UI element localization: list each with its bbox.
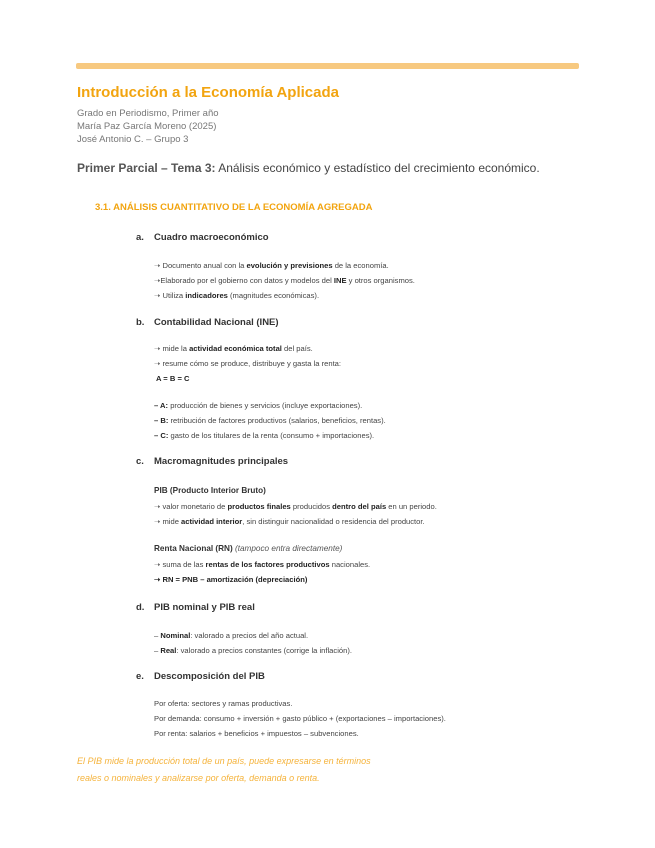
line-b-b: – B: retribución de factores productivos (salarios, beneficios, rentas). bbox=[154, 416, 386, 425]
heading-letter: c. bbox=[136, 456, 144, 467]
line-e2: Por demanda: consumo + inversión + gasto público + (exportaciones – importaciones). bbox=[154, 714, 446, 723]
line-b1: ➝ mide la actividad económica total del país. bbox=[154, 344, 313, 353]
line-b-c: – C: gasto de los titulares de la renta (consumo + importaciones). bbox=[154, 431, 375, 440]
degree-line: Grado en Periodismo, Primer año bbox=[77, 108, 219, 119]
heading-a bbox=[136, 232, 269, 243]
rn-title: Renta Nacional (RN) (tampoco entra directamente) bbox=[154, 544, 343, 553]
line-rn1: ➝ suma de las rentas de los factores productivos nacionales. bbox=[154, 560, 371, 569]
heading-e bbox=[136, 671, 265, 682]
heading-c bbox=[136, 456, 288, 467]
line-d2: – Real: valorado a precios constantes (corrige la inflación). bbox=[154, 646, 352, 655]
line-e1: Por oferta: sectores y ramas productivas. bbox=[154, 699, 293, 708]
line-b2: ➝ resume cómo se produce, distribuye y gasta la renta: bbox=[154, 359, 342, 368]
heading-text: PIB nominal y PIB real bbox=[154, 602, 255, 613]
line-b-a: – A: producción de bienes y servicios (incluye exportaciones). bbox=[154, 401, 363, 410]
document-title: Introducción a la Economía Aplicada bbox=[77, 84, 339, 101]
author-line: María Paz García Moreno (2025) bbox=[77, 121, 217, 132]
header-accent-bar bbox=[76, 63, 579, 69]
exam-label: Primer Parcial – Tema 3: bbox=[77, 161, 216, 175]
heading-letter: a. bbox=[136, 232, 144, 243]
heading-text: Macromagnitudes principales bbox=[154, 456, 289, 467]
heading-letter: e. bbox=[136, 671, 144, 682]
line-pib1: ➝ valor monetario de productos finales producidos dentro del país en un periodo. bbox=[154, 502, 437, 511]
heading-text: Contabilidad Nacional (INE) bbox=[154, 317, 279, 328]
line-a3: ➝ Utiliza indicadores (magnitudes económicas). bbox=[154, 291, 320, 300]
equation: A = B = C bbox=[156, 374, 190, 383]
heading-letter: b. bbox=[136, 317, 145, 328]
heading-d bbox=[136, 602, 255, 613]
heading-text: Descomposición del PIB bbox=[154, 671, 265, 682]
heading-letter: d. bbox=[136, 602, 145, 613]
line-a1: ➝ Documento anual con la evolución y previsiones de la economía. bbox=[154, 261, 389, 270]
pib-title: PIB (Producto Interior Bruto) bbox=[154, 486, 266, 495]
line-d1: – Nominal: valorado a precios del año actual. bbox=[154, 631, 309, 640]
summary-note-line2: reales o nominales y analizarse por oferta, demanda o renta. bbox=[77, 773, 320, 783]
line-e3: Por renta: salarios + beneficios + impuestos – subvenciones. bbox=[154, 729, 359, 738]
line-rn2: ➝ RN = PNB – amortización (depreciación) bbox=[154, 575, 308, 584]
section-title: 3.1. ANÁLISIS CUANTITATIVO DE LA ECONOMÍA AGREGADA bbox=[95, 202, 373, 213]
exam-topic: Análisis económico y estadístico del crecimiento económico. bbox=[218, 161, 540, 175]
heading-text: Cuadro macroeconómico bbox=[154, 232, 269, 243]
line-a2: ➝Elaborado por el gobierno con datos y modelos del INE y otros organismos. bbox=[154, 276, 415, 285]
heading-b bbox=[136, 317, 279, 328]
rn-note: (tampoco entra directamente) bbox=[234, 544, 343, 553]
line-pib2: ➝ mide actividad interior, sin distinguir nacionalidad o residencia del productor. bbox=[154, 517, 425, 526]
exam-subject bbox=[77, 161, 540, 175]
summary-note-line1: El PIB mide la producción total de un país, puede expresarse en términos bbox=[77, 756, 371, 766]
group-line: José Antonio C. – Grupo 3 bbox=[77, 134, 189, 145]
